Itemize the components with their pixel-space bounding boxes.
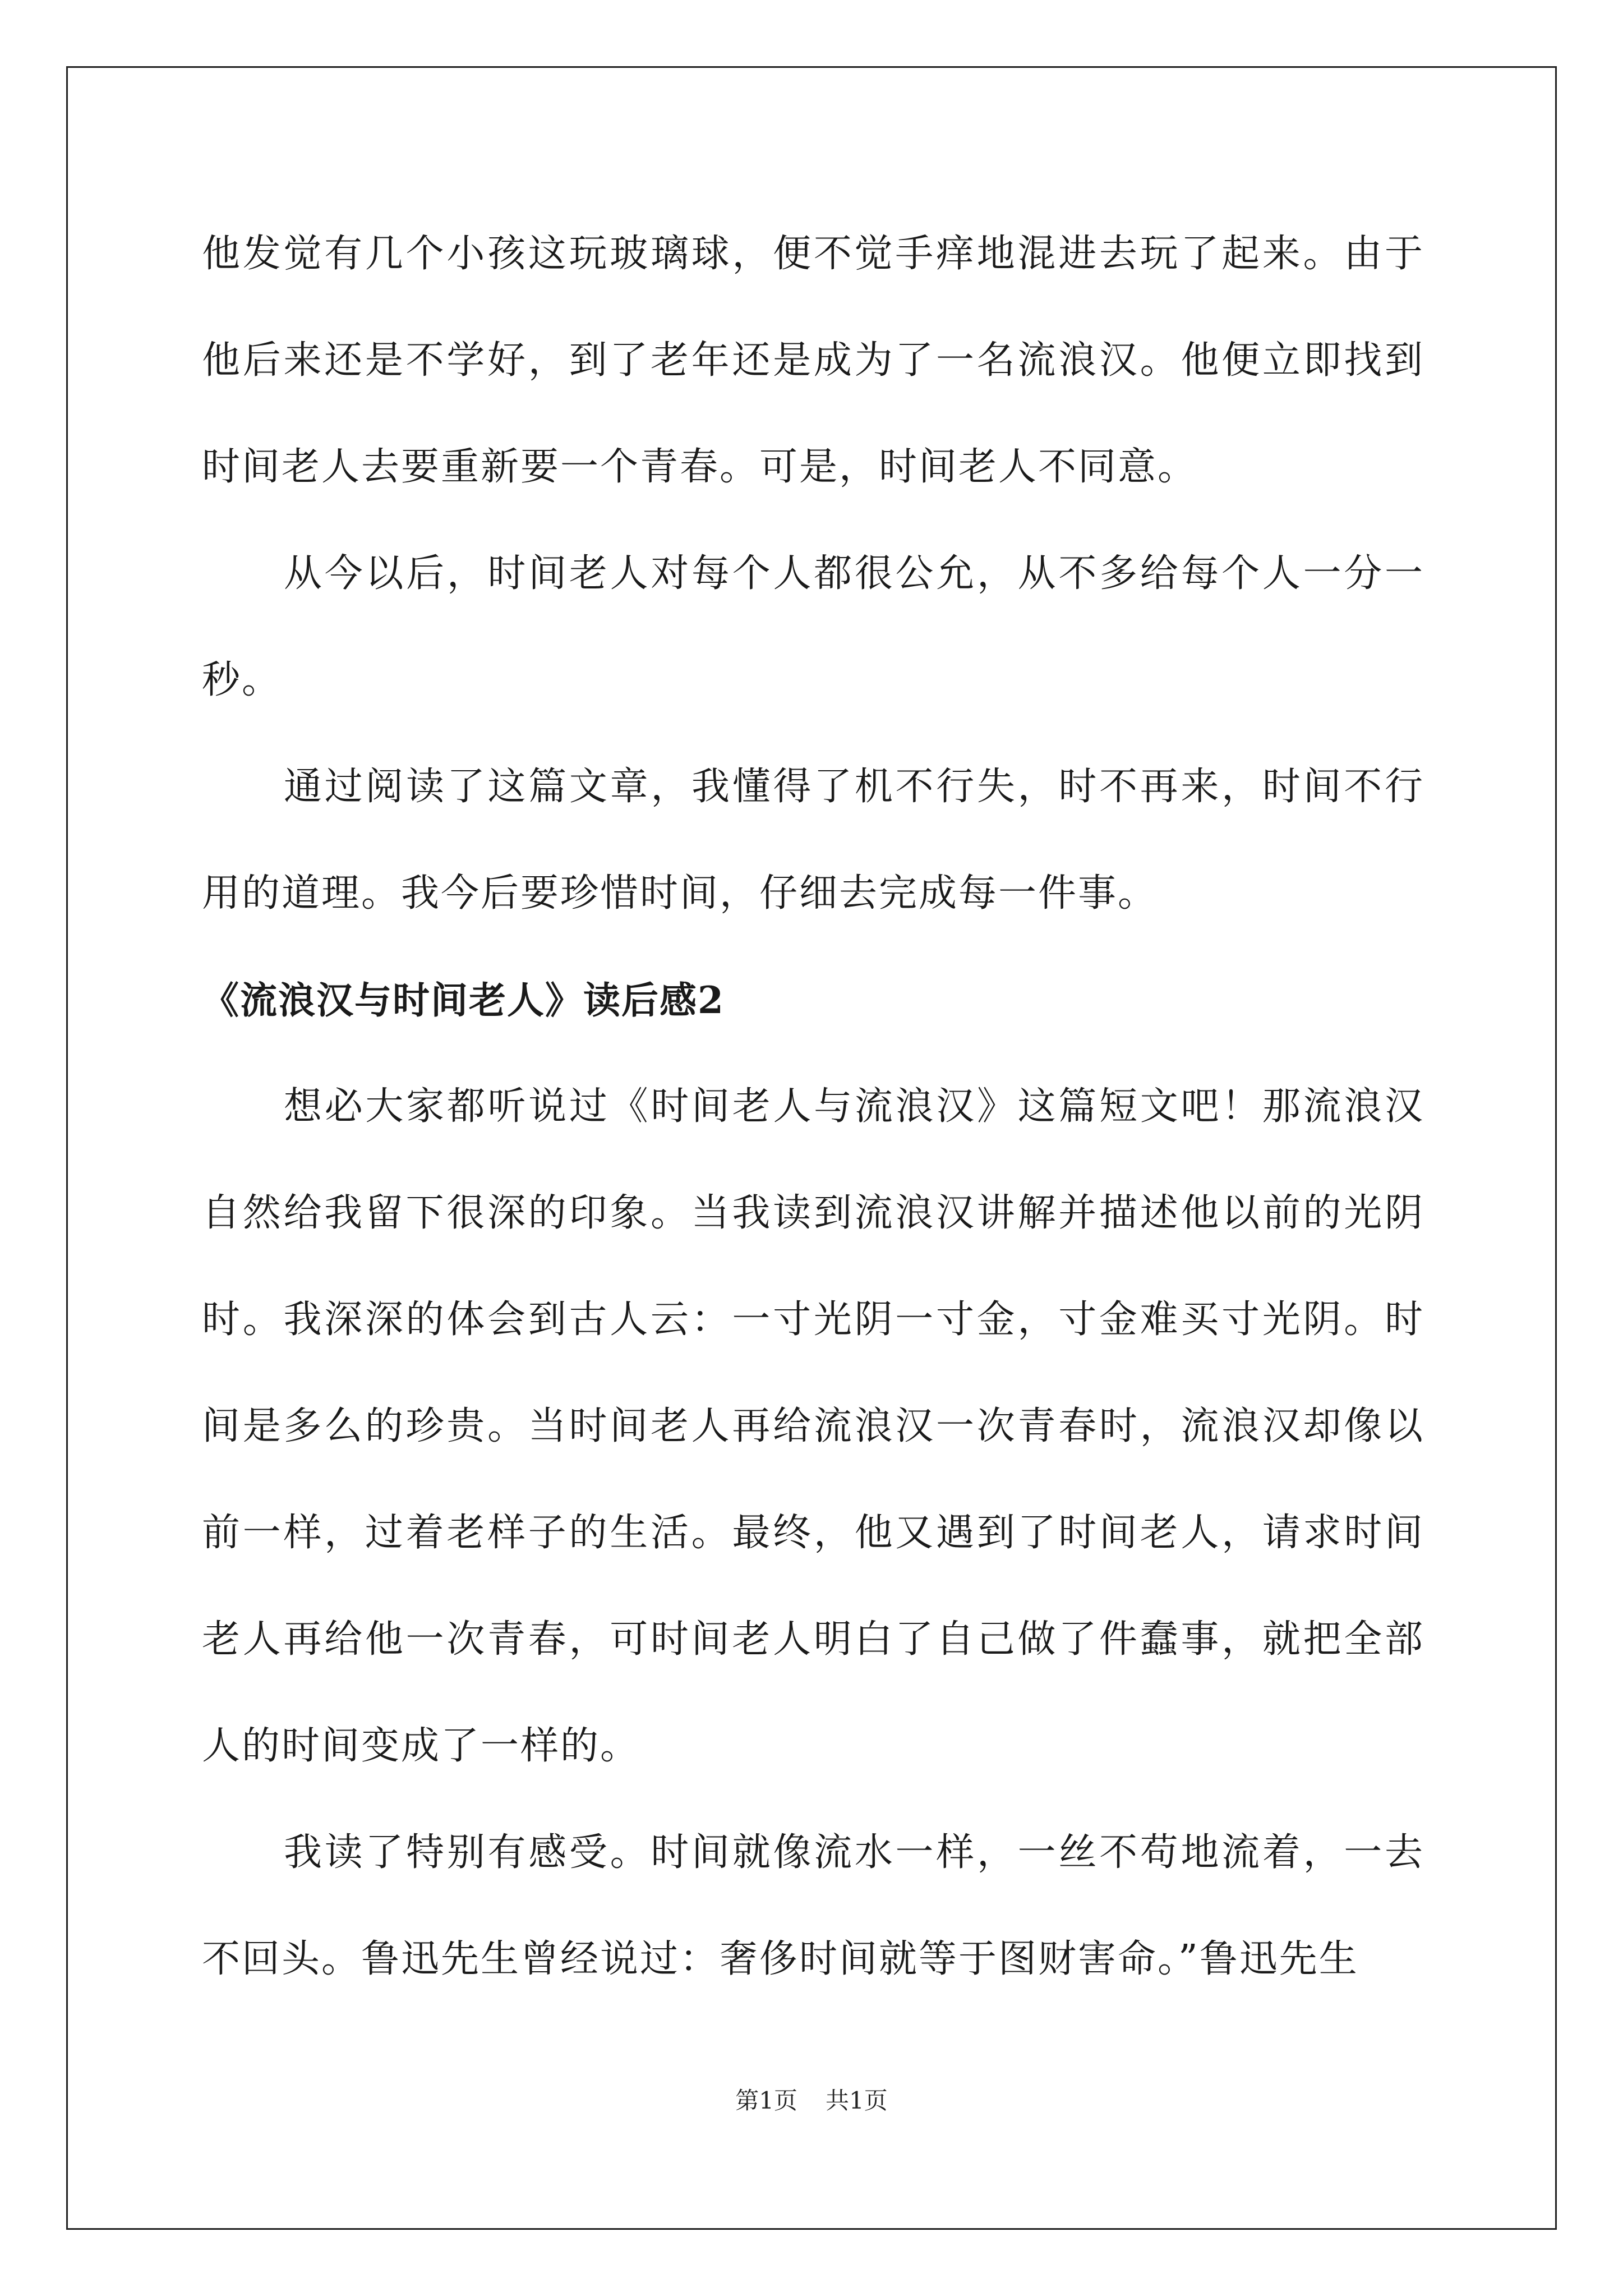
section-title: 《流浪汉与时间老人》读后感2: [202, 978, 725, 1022]
page-number: 第1页: [735, 2087, 797, 2114]
document-body: [202, 201, 1424, 2013]
paragraph-5: 我读了特别有感受。时间就像流水一样，一丝不苟地流着，一去不回头。鲁迅先生曾经说过：奢侈时间就等于图财害命。”鲁迅先生: [202, 1830, 1424, 1981]
paragraph-3: 通过阅读了这篇文章，我懂得了机不行失，时不再来，时间不行用的道理。我今后要珍惜时间，仔细去完成每一件事。: [202, 765, 1424, 915]
paragraph-1: 他发觉有几个小孩这玩玻璃球，便不觉手痒地混进去玩了起来。由于他后来还是不学好，到了老年还是成为了一名流浪汉。他便立即找到时间老人去要重新要一个青春。可是，时间老人不同意。: [202, 232, 1424, 489]
page-footer: [0, 2084, 1623, 2118]
page-total: 共1页: [826, 2087, 888, 2114]
paragraph-4: 想必大家都听说过《时间老人与流浪汉》这篇短文吧！那流浪汉自然给我留下很深的印象。当我读到流浪汉讲解并描述他以前的光阴时。我深深的体会到古人云：一寸光阴一寸金，寸金难买寸光阴。时间是多么的珍贵。当时间老人再给流浪汉一次青春时，流浪汉却像以前一样，过着老样子的生活。最终，他又遇到了时间老人，请求时间老人再给他一次青春，可时间老人明白了自己做了件蠢事，就把全部人的时间变成了一样的。: [202, 1084, 1424, 1768]
paragraph-2: 从今以后，时间老人对每个人都很公允，从不多给每个人一分一秒。: [202, 551, 1424, 702]
